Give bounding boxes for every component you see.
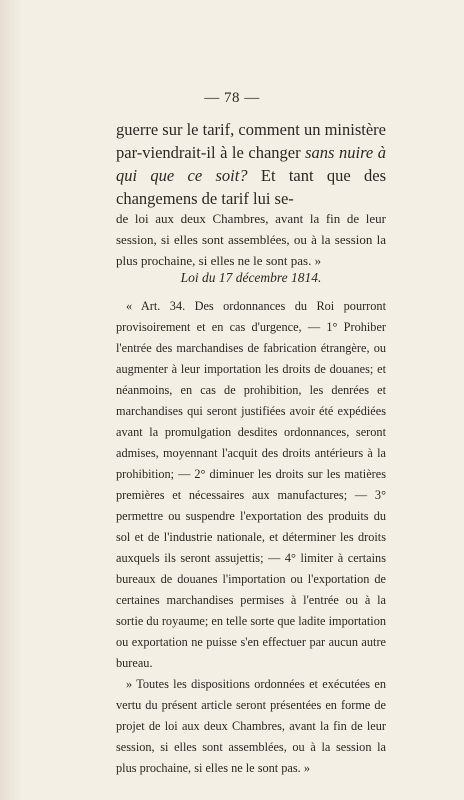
page-gutter: [0, 0, 22, 800]
article-paragraph-2: » Toutes les dispositions ordonnées et exécutées en vertu du présent article seront présentées en forme de projet de loi aux deux Chambres, avant la fin de leur session, si elles sont assemblées, ou à la session la plus prochaine, si elles ne le sont pas. »: [116, 677, 386, 775]
top-paragraph-text: [116, 118, 386, 210]
top-text-end: Et tant que des changemens de tarif lui se-: [116, 166, 386, 208]
top-paragraph: [116, 118, 386, 210]
top-text-italic: sans nuire à qui que ce soit?: [116, 143, 386, 185]
page-number: — 78 —: [204, 90, 260, 106]
quote-paragraph-text: de loi aux deux Chambres, avant la fin de leur session, si elles sont assemblées, ou à la session la plus prochaine, si elles ne le sont pas. »: [116, 211, 386, 268]
quote-paragraph: [116, 208, 386, 271]
law-title: Loi du 17 décembre 1814.: [180, 270, 322, 285]
article-paragraph-1: « Art. 34. Des ordonnances du Roi pourront provisoirement et en cas d'urgence, — 1° Prohiber l'entrée des marchandises de fabrication étrangère, ou augmenter à leur importation les droits de douanes; et néanmoins, en cas de prohibition, les denrées et marchandises qui seront justifiées avoir été expédiées avant la promulgation desdites ordonnances, seront admises, moyennant l'acquit des droits antérieurs à la prohibition; — 2° diminuer les droits sur les matières premières et nécessaires aux manufactures; — 3° permettre ou suspendre l'exportation des produits du sol et de l'industrie nationale, et déterminer les droits auxquels ils seront assujettis; — 4° limiter à certains bureaux de douanes l'importation ou l'exportation de certaines marchandises permises à l'entrée ou à la sortie du royaume; en telle sorte que ladite importation ou exportation ne puisse s'en effectuer par aucun autre bureau.: [116, 299, 386, 670]
top-text-start: guerre sur le tarif, comment un ministère par-viendrait-il à le changer: [116, 120, 386, 162]
article-34: [116, 296, 386, 779]
